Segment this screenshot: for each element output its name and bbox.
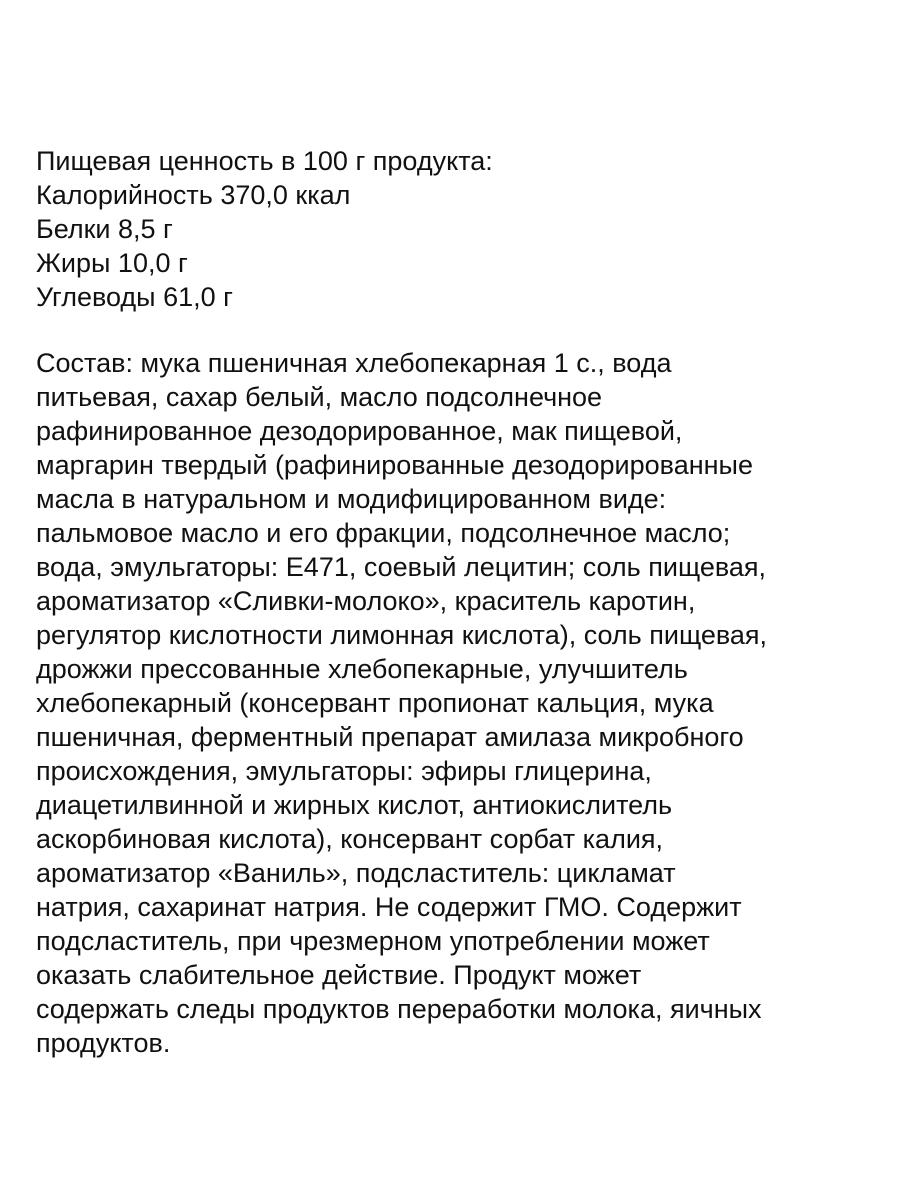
composition-line: продуктов. bbox=[36, 1028, 171, 1058]
composition-line: происхождения, эмульгаторы: эфиры глицерина, bbox=[36, 756, 652, 786]
composition-line: содержать следы продуктов переработки молока, яичных bbox=[36, 994, 762, 1024]
composition-line: рафинированное дезодорированное, мак пищевой, bbox=[36, 416, 683, 446]
composition-line: оказать слабительное действие. Продукт может bbox=[36, 960, 642, 990]
nutrition-protein: Белки 8,5 г bbox=[36, 214, 173, 244]
composition-block bbox=[36, 346, 876, 1060]
composition-line: масла в натуральном и модифицированном виде: bbox=[36, 484, 667, 514]
composition-line: диацетилвинной и жирных кислот, антиокислитель bbox=[36, 790, 673, 820]
composition-line: вода, эмульгаторы: Е471, соевый лецитин; соль пищевая, bbox=[36, 552, 767, 582]
nutrition-heading: Пищевая ценность в 100 г продукта: bbox=[36, 146, 493, 176]
nutrition-facts-block bbox=[36, 144, 876, 314]
nutrition-carbohydrates: Углеводы 61,0 г bbox=[36, 282, 233, 312]
composition-line: хлебопекарный (консервант пропионат кальция, мука bbox=[36, 688, 714, 718]
composition-line: дрожжи прессованные хлебопекарные, улучшитель bbox=[36, 654, 688, 684]
composition-line: маргарин твердый (рафинированные дезодорированные bbox=[36, 450, 753, 480]
composition-line: аскорбиновая кислота), консервант сорбат калия, bbox=[36, 824, 664, 854]
nutrition-fat: Жиры 10,0 г bbox=[36, 248, 188, 278]
composition-line: питьевая, сахар белый, масло подсолнечное bbox=[36, 382, 603, 412]
composition-line: регулятор кислотности лимонная кислота), соль пищевая, bbox=[36, 620, 768, 650]
composition-line: подсластитель, при чрезмерном употреблении может bbox=[36, 926, 710, 956]
nutrition-calories: Калорийность 370,0 ккал bbox=[36, 180, 351, 210]
composition-line: Состав: мука пшеничная хлебопекарная 1 с., вода bbox=[36, 348, 672, 378]
composition-line: пшеничная, ферментный препарат амилаза микробного bbox=[36, 722, 744, 752]
composition-line: ароматизатор «Ваниль», подсластитель: цикламат bbox=[36, 858, 676, 888]
composition-line: натрия, сахаринат натрия. Не содержит ГМО. Содержит bbox=[36, 892, 742, 922]
composition-line: пальмовое масло и его фракции, подсолнечное масло; bbox=[36, 518, 731, 548]
composition-line: ароматизатор «Сливки-молоко», краситель каротин, bbox=[36, 586, 696, 616]
